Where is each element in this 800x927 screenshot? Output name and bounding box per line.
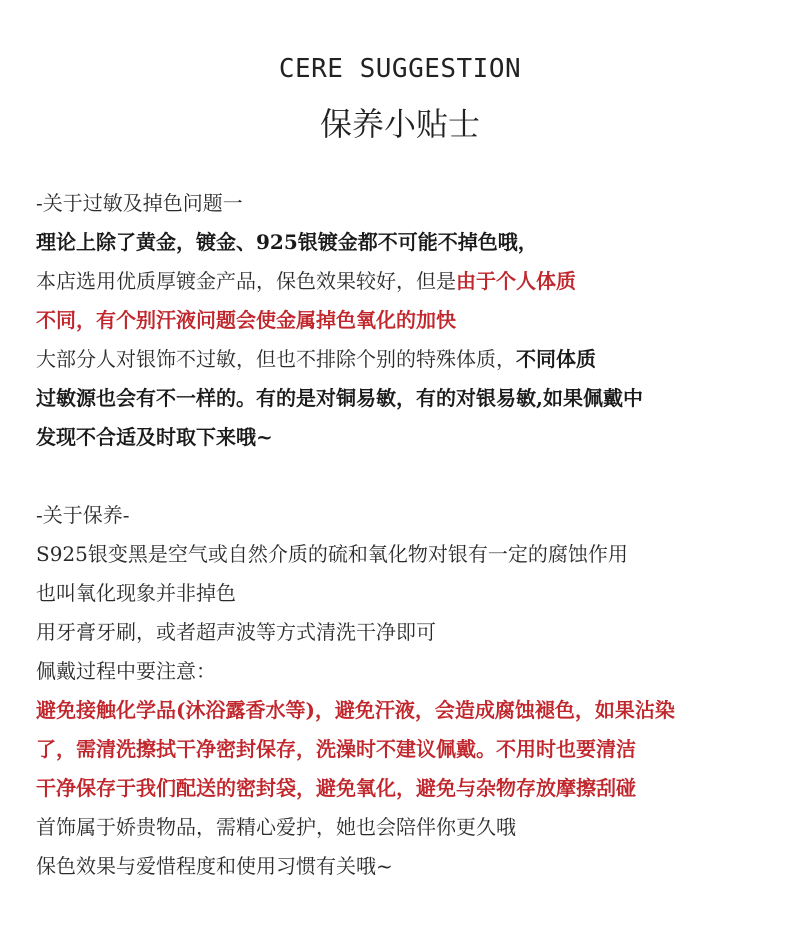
care-line-2: 也叫氧化现象并非掉色 bbox=[36, 581, 236, 605]
allergy-line-2-normal: 本店选用优质厚镀金产品，保色效果较好，但是 bbox=[36, 269, 456, 293]
section-allergy-heading: -关于过敏及掉色问题一 bbox=[36, 191, 243, 215]
allergy-line-4-bold: 不同体质 bbox=[516, 347, 596, 371]
title-english: CERE SUGGESTION bbox=[278, 54, 522, 84]
care-line-4: 佩戴过程中要注意： bbox=[36, 659, 216, 683]
allergy-line-2-red: 由于个人体质 bbox=[456, 269, 576, 293]
care-line-5: 避免接触化学品(沐浴露香水等)，避免汗液，会造成腐蚀褪色，如果沾染 bbox=[36, 698, 675, 722]
section-care-heading: -关于保养- bbox=[36, 503, 130, 527]
section-spacer bbox=[36, 463, 786, 502]
allergy-line-3: 不同，有个别汗液问题会使金属掉色氧化的加快 bbox=[36, 308, 456, 332]
allergy-line-1: 理论上除了黄金，镀金、925银镀金都不可能不掉色哦， bbox=[36, 230, 538, 254]
care-line-8: 首饰属于娇贵物品，需精心爱护，她也会陪伴你更久哦 bbox=[36, 815, 516, 839]
allergy-line-5: 过敏源也会有不一样的。有的是对铜易敏，有的对银易敏,如果佩戴中 bbox=[36, 386, 643, 410]
title-chinese: 保养小贴士 bbox=[319, 105, 480, 143]
care-line-9: 保色效果与爱惜程度和使用习惯有关哦~ bbox=[36, 854, 393, 878]
allergy-line-4-normal: 大部分人对银饰不过敏，但也不排除个别的特殊体质， bbox=[36, 347, 516, 371]
care-line-1: S925银变黑是空气或自然介质的硫和氧化物对银有一定的腐蚀作用 bbox=[36, 542, 628, 566]
allergy-line-6: 发现不合适及时取下来哦~ bbox=[36, 425, 273, 449]
allergy-line-4 bbox=[36, 346, 786, 385]
care-line-3: 用牙膏牙刷，或者超声波等方式清洗干净即可 bbox=[36, 620, 436, 644]
care-line-6: 了，需清洗擦拭干净密封保存，洗澡时不建议佩戴。不用时也要清洁 bbox=[36, 737, 636, 761]
page-header bbox=[0, 52, 800, 144]
care-tips-content bbox=[36, 190, 786, 892]
allergy-line-2 bbox=[36, 268, 786, 307]
care-line-7: 干净保存于我们配送的密封袋，避免氧化，避免与杂物存放摩擦刮碰 bbox=[36, 776, 636, 800]
